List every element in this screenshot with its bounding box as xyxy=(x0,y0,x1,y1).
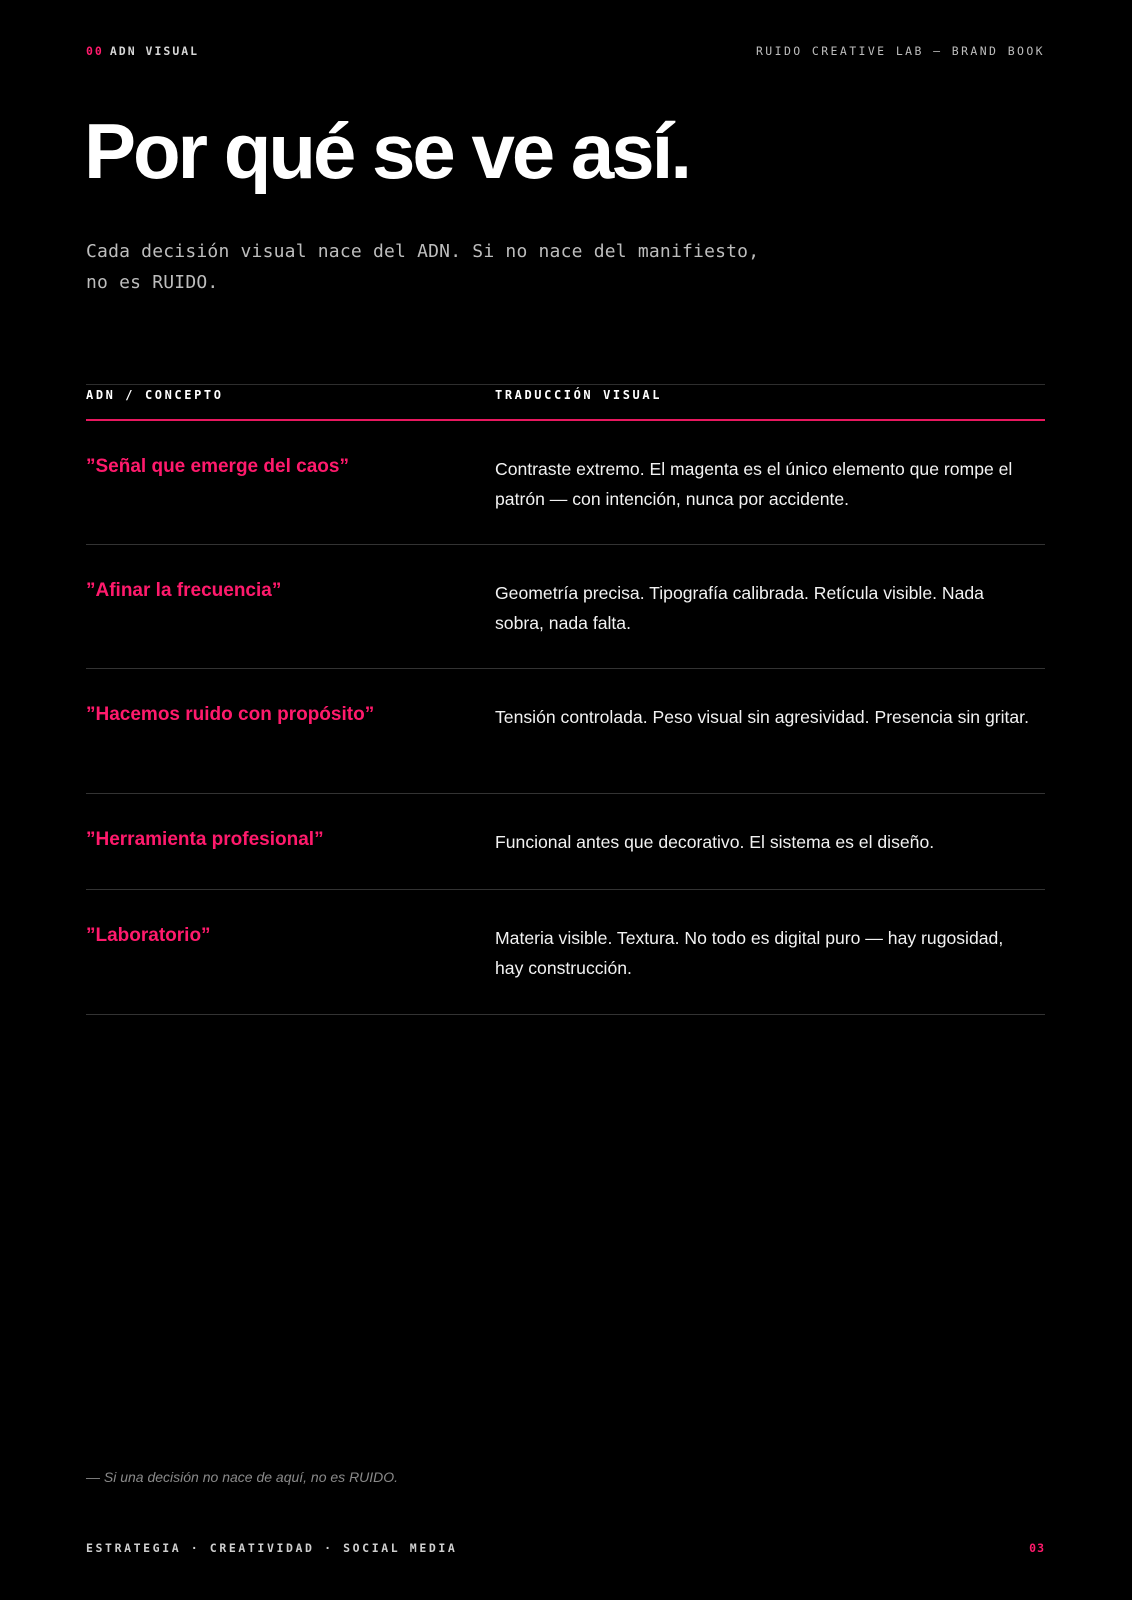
concept-cell: ”Señal que emerge del caos” xyxy=(86,456,349,477)
column-header-concept: ADN / CONCEPTO xyxy=(86,388,224,402)
brand-book-label: RUIDO CREATIVE LAB — BRAND BOOK xyxy=(755,44,1045,58)
column-header-translation: TRADUCCIÓN VISUAL xyxy=(495,388,663,402)
page-number: 03 xyxy=(1029,1541,1045,1555)
concept-cell: ”Hacemos ruido con propósito” xyxy=(86,704,375,725)
translation-cell: Geometría precisa. Tipografía calibrada. Retícula visible. Nada sobra, nada falta. xyxy=(495,583,984,633)
table-row xyxy=(86,669,1045,794)
concept-cell: ”Laboratorio” xyxy=(86,925,211,946)
brand-book-page xyxy=(86,0,1045,1600)
page-footer xyxy=(86,1541,1045,1557)
page-title: Por qué se ve así. xyxy=(84,107,690,195)
translation-cell: Tensión controlada. Peso visual sin agresividad. Presencia sin gritar. xyxy=(495,707,1029,727)
table-header xyxy=(86,385,1045,421)
table-row xyxy=(86,421,1045,545)
page-subtitle: Cada decisión visual nace del ADN. Si no nace del manifiesto, no es RUIDO. xyxy=(86,241,760,293)
section-number: 00 xyxy=(86,44,104,58)
table-row xyxy=(86,890,1045,1015)
translation-cell: Materia visible. Textura. No todo es digital puro — hay rugosidad, hay construcción. xyxy=(495,928,1004,978)
table-row xyxy=(86,545,1045,669)
translation-cell: Contraste extremo. El magenta es el único elemento que rompe el patrón — con intención, nunca por accidente. xyxy=(495,459,1013,509)
footnote: — Si una decisión no nace de aquí, no es RUIDO. xyxy=(86,1469,399,1485)
concept-cell: ”Afinar la frecuencia” xyxy=(86,580,282,601)
section-name: ADN VISUAL xyxy=(109,44,200,58)
concept-cell: ”Herramienta profesional” xyxy=(86,829,324,850)
footer-tagline: ESTRATEGIA · CREATIVIDAD · SOCIAL MEDIA xyxy=(86,1541,458,1555)
dna-table xyxy=(86,384,1045,1015)
page-header xyxy=(86,44,1045,60)
table-row xyxy=(86,794,1045,890)
translation-cell: Funcional antes que decorativo. El sistema es el diseño. xyxy=(495,832,935,852)
